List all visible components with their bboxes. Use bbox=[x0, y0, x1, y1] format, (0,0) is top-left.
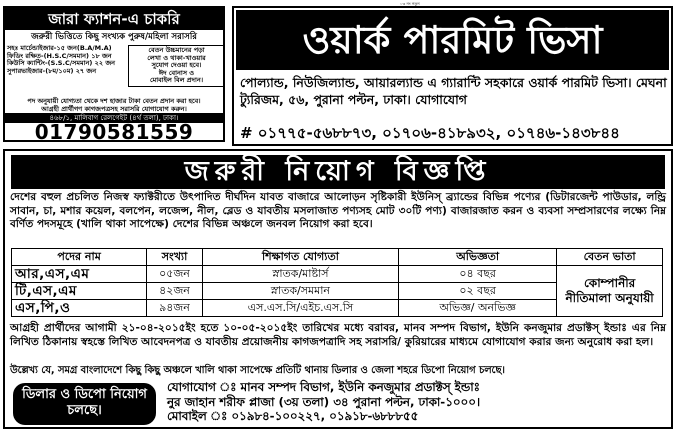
zara-instructions bbox=[7, 98, 221, 113]
post-education: এস.এস.সি/এইচ.এস.সি bbox=[202, 300, 398, 317]
post-experience: ০৪ বছর bbox=[399, 266, 557, 283]
job-table bbox=[11, 248, 663, 317]
qualification-item: কিউসি ক্যান্টিং-(S.S.C/সমমান) ২২ জন bbox=[7, 59, 116, 67]
post-name: আর,এস,এম bbox=[12, 266, 147, 283]
header-education: শিক্ষাগত যোগ্যতা bbox=[202, 249, 398, 266]
work-permit-visa-ad bbox=[232, 6, 673, 146]
benefit-item: মোবাইল বিল প্রদান। bbox=[149, 76, 204, 84]
recruitment-intro: দেশের বহুল প্রচলিত নিজস্ব ফ্যাক্টরীতে উৎপাদিত দীর্ঘদিন যাবত বাজারে আলোড়ন সৃষ্টিকারী ইউনিস্ ব্র্যান্ডের বিভিন্ন পণ্যের (ডিটারজেন্ট পাউডার, লন্ড্রি সাবান, চা, মশার কয়েল, বলপেন, লজেন্স, নীল, ব্লেড ও যাবতীয় মসলাজাত পণ্যসহ মোট ৩০টি পণ্য) বাজারজাত করন ও ব্যবসা সম্প্রসারণের লক্ষ্যে নিম্ন বর্ণিত পদসমূহে (খালি থাকা সাপেক্ষে) দেশের বিভিন্ন অঞ্চলে জনবল নিয়োগ করা হবে। bbox=[10, 191, 666, 230]
header-post: পদের নাম bbox=[12, 249, 147, 266]
application-instructions: আগ্রহী প্রার্থীদের আগামী ২১-০৪-২০১৫ইং হতে ১০-০৫-২০১৫ইং তারিখের মধ্যে বরাবর, মানব সম্পদ বিভাগ, ইউনি কনজুমার প্রডাক্টস্ ইন্ডাঃ এর নিম্ন লিখিত ঠিকানায় স্বহস্তে লিখিত আবেদনপত্র ও যাবতীয় প্রয়োজনীয় কাগজপত্রাদি সহ সরাসরি/ কুরিয়ারের মাধ্যমে যোগাযোগ করার জন্য অনুরোধ করা হল। bbox=[10, 322, 666, 348]
recruitment-notice-ad bbox=[3, 149, 673, 429]
dealer-depot-badge: ডিলার ও ডিপো নিয়োগ চলছে। bbox=[13, 383, 156, 425]
visa-ad-headline: ওয়ার্ক পারমিট ভিসা bbox=[236, 10, 669, 70]
contact-line: মোবাইল ঃ ০১৯৮৪-১০০২২৭, ০১৯১৮-৬৮৮৮৫৫ bbox=[167, 409, 419, 423]
post-name: এস,পি,ও bbox=[12, 300, 147, 317]
benefit-item: সুযোগ দেওয়া হবে। bbox=[151, 61, 202, 69]
qualification-item: সুপারভাইজার-(৮ম/১০ম) ২৭ জন bbox=[7, 66, 97, 75]
table-row bbox=[12, 266, 663, 283]
instruction-line: পদ অনুযায়ী যোগ্যতা থেকে দশ হাজার টাকা বেতন প্রদান করা হবে। bbox=[27, 97, 201, 105]
header-experience: অভিজ্ঞতা bbox=[399, 249, 557, 266]
zara-qualification-list bbox=[7, 45, 125, 75]
benefit-item: ঈদ বোনাস ও bbox=[158, 68, 195, 77]
benefit-item: লেখা ও থাকা-খাওয়ার bbox=[147, 53, 206, 62]
qualification-item: সহঃ মার্চেন্ডাইজার-১৫ জন(B.A/M.A) bbox=[7, 44, 112, 52]
zara-fashion-ad bbox=[3, 6, 225, 142]
visa-ad-body: পোল্যান্ড, নিউজিল্যান্ড, আয়ারল্যান্ড এ গ্যারান্টি সহকারে ওয়ার্ক পারমিট ভিসা। মেঘনা ট্যুরিজম, ৫৬, পুরানা পল্টন, ঢাকা। যোগাযোগ bbox=[240, 75, 667, 107]
header-salary: বেতন ভাতা bbox=[557, 249, 663, 266]
job-table-header-row bbox=[12, 249, 663, 266]
header-count: সংখ্যা bbox=[147, 249, 203, 266]
contact-line: নুর জাহান শরীফ প্লাজা (৩য় তলা) ৩৪ পুরানা পল্টন, ঢাকা-১০০০। bbox=[167, 394, 481, 409]
post-count: ৯৪জন bbox=[147, 300, 203, 317]
post-experience: অভিজ্ঞ/ অনভিজ্ঞ bbox=[399, 300, 557, 317]
top-strip-text: ০৩ নং নতুন bbox=[400, 1, 420, 6]
zara-phone-number: 01790581559 bbox=[34, 120, 194, 144]
post-education: স্নাতক/মাষ্টার্স bbox=[202, 266, 398, 283]
contact-block bbox=[167, 380, 663, 424]
zara-ad-subtitle: জরুরী ভিত্তিতে কিছু সংখ্যক পুরুষ/মহিলা সরাসরি bbox=[31, 32, 197, 42]
benefit-item: বেতন উচ্চমানের পড়া bbox=[148, 46, 205, 54]
zara-address: ৪৬৮/১, মালিবাগ রেলগেইট (৪র্থ তলা), ঢাকা। bbox=[5, 113, 223, 123]
zara-benefit-box bbox=[128, 45, 225, 87]
post-name: টি,এস,এম bbox=[12, 283, 147, 300]
post-experience: ০২ বছর bbox=[399, 283, 557, 300]
qualification-item: ফিডিং রক্ষিত-(H.S.C/সমমান) ১৮ জন bbox=[7, 51, 112, 60]
post-count: ০৫জন bbox=[147, 266, 203, 283]
post-education: স্নাতক/সমমান bbox=[202, 283, 398, 300]
post-count: ৪২জন bbox=[147, 283, 203, 300]
recruitment-headline: জরুরী নিয়োগ বিজ্ঞপ্তি bbox=[11, 155, 665, 189]
zara-ad-title: জারা ফ্যাশন-এ চাকরি bbox=[5, 8, 223, 30]
visa-ad-phones: # ০১৭৭৫-৫৬৮৮৭৩, ০১৭০৬-৪১৮৯৩২, ০১৭৪৬-১৪৩৮৪৪ bbox=[240, 124, 620, 142]
dealer-depot-note: উল্লেখ্য যে, সমগ্র বাংলাদেশে কিছু কিছু অঞ্চলে খালি থাকা সাপেক্ষে প্রতিটি থানায় ডিলার ও জেলা শহরে ডিপো নিয়োগ চলছে। bbox=[10, 365, 505, 376]
contact-line: যোগাযোগ ঃ মানব সম্পদ বিভাগ, ইউনি কনজুমার প্রডাক্টস্ ইন্ডাঃ bbox=[167, 380, 480, 394]
instruction-line: আগ্রহী প্রার্থীগণ কাগজপত্রসহ সরাসরি যোগাযোগ করুন। bbox=[41, 104, 187, 113]
salary-cell: কোম্পানীর নীতিমালা অনুযায়ী bbox=[557, 266, 663, 317]
